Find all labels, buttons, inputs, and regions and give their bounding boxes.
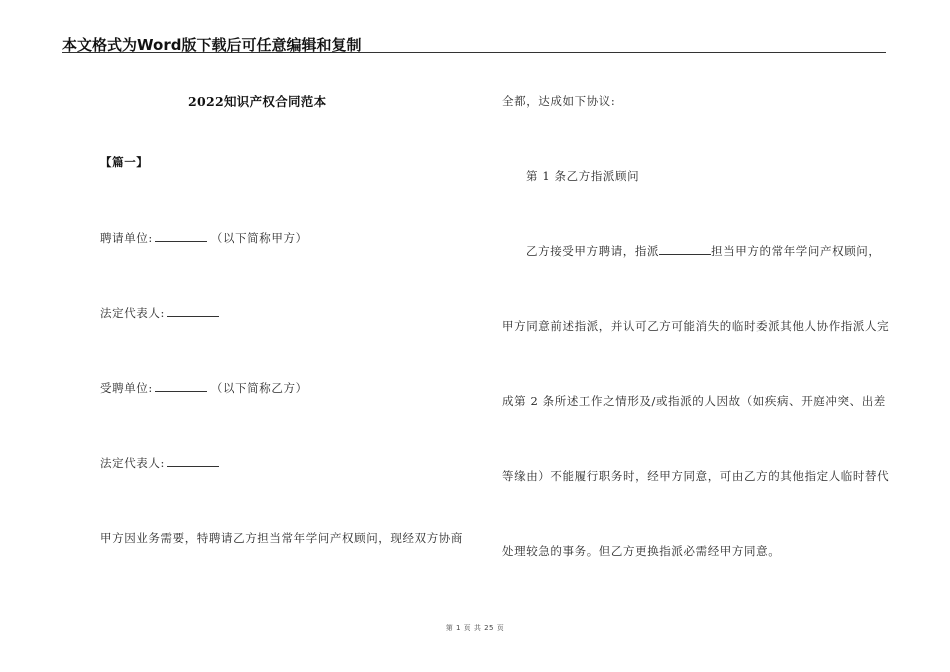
- employer-suffix: （以下简称甲方）: [210, 231, 308, 245]
- right-line-5: 成第 2 条所述工作之情形及/或指派的人因故（如疾病、开庭冲突、出差: [502, 394, 886, 408]
- employer-rep-field: [100, 305, 223, 321]
- employee-rep-label: 法定代表人:: [100, 456, 165, 470]
- assignee-blank: [659, 243, 711, 255]
- employer-rep-blank: [167, 305, 219, 317]
- employee-field: [100, 380, 308, 396]
- employer-label: 聘请单位:: [100, 231, 153, 245]
- right-line-4: 甲方同意前述指派，并认可乙方可能消失的临时委派其他人协作指派人完: [502, 319, 890, 333]
- right-line-6: 等缘由）不能履行职务时，经甲方同意，可由乙方的其他指定人临时替代: [502, 469, 890, 483]
- employer-blank: [155, 230, 207, 242]
- page-footer: 第 1 页 共 25 页: [445, 624, 505, 632]
- header-divider: [62, 52, 886, 53]
- body-paragraph: 甲方因业务需要，特聘请乙方担当常年学问产权顾问，现经双方协商: [100, 531, 463, 545]
- employee-label: 受聘单位:: [100, 381, 153, 395]
- right-line-7: 处理较急的事务。但乙方更换指派必需经甲方同意。: [502, 544, 781, 558]
- employee-blank: [155, 380, 207, 392]
- employee-suffix: （以下简称乙方）: [210, 381, 308, 395]
- document-title: 2022知识产权合同范本: [188, 94, 327, 109]
- right-line-3b: 担当甲方的常年学问产权顾问，: [711, 244, 881, 258]
- section-heading: 【篇一】: [100, 155, 149, 169]
- header-banner: 本文格式为Word版下载后可任意编辑和复制: [62, 36, 362, 54]
- employee-rep-field: [100, 455, 223, 471]
- employee-rep-blank: [167, 455, 219, 467]
- employer-field: [100, 230, 308, 246]
- employer-rep-label: 法定代表人:: [100, 306, 165, 320]
- right-line-3a: 乙方接受甲方聘请，指派: [526, 244, 660, 258]
- right-line-3: [526, 243, 881, 259]
- right-line-1: 全都，达成如下协议:: [502, 94, 616, 108]
- clause-heading: 第 1 条乙方指派顾问: [526, 169, 640, 183]
